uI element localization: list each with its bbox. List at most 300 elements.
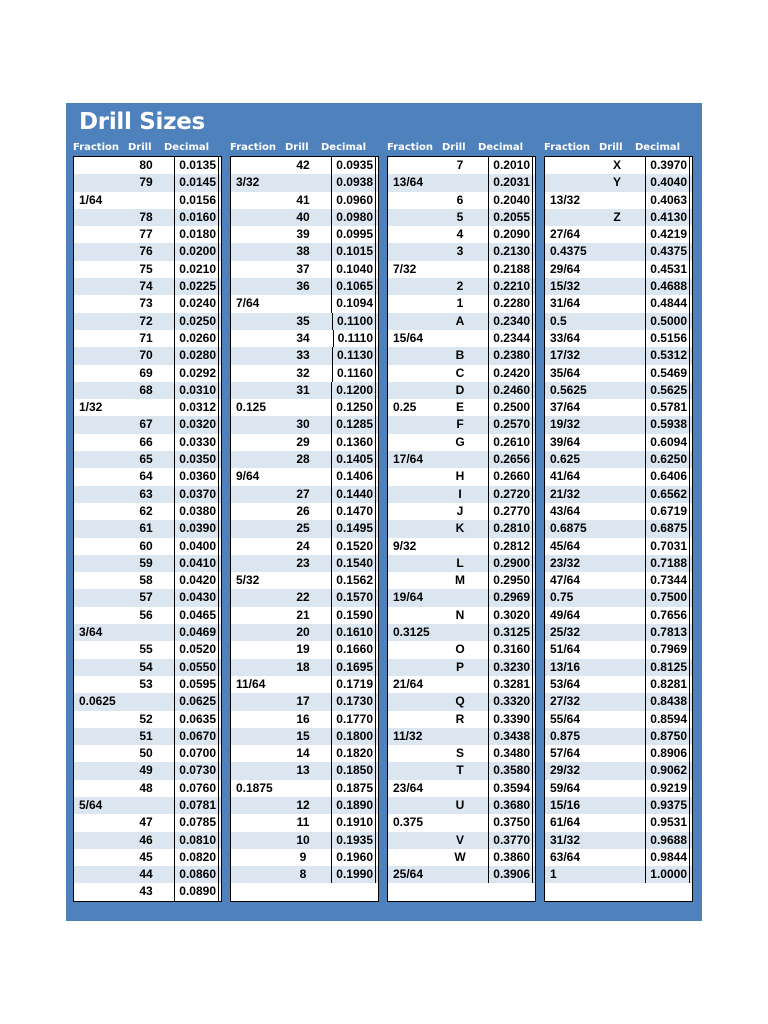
fraction-cell: 31/32	[550, 832, 581, 847]
table-row	[74, 589, 221, 606]
table-row	[545, 226, 692, 243]
decimal-cell: 0.0135	[174, 157, 219, 174]
drill-cell: 47	[139, 815, 153, 830]
decimal-cell: 0.2500	[488, 399, 533, 416]
table-row	[74, 624, 221, 641]
table-row	[545, 382, 692, 399]
table-row	[388, 365, 535, 382]
drill-cell: 43	[139, 884, 153, 899]
fraction-cell: 1/32	[79, 400, 103, 415]
fraction-cell: 25/32	[550, 625, 581, 640]
decimal-cell: 0.1520	[331, 538, 376, 555]
decimal-cell: 0.0240	[174, 295, 219, 312]
fraction-cell: 0.25	[393, 400, 417, 415]
table-row	[388, 780, 535, 797]
table-row	[74, 192, 221, 209]
decimal-cell: 0.1820	[331, 745, 376, 762]
table-row	[231, 832, 378, 849]
table-row	[545, 174, 692, 191]
table-row	[74, 883, 221, 900]
fraction-cell: 19/64	[393, 590, 424, 605]
drill-cell: 19	[296, 642, 310, 657]
decimal-cell: 0.1250	[331, 399, 376, 416]
decimal-cell: 0.0390	[174, 520, 219, 537]
drill-cell: 24	[296, 538, 310, 553]
table-row	[231, 243, 378, 260]
drill-cell: 25	[296, 521, 310, 536]
fraction-cell: 53/64	[550, 676, 581, 691]
decimal-cell: 0.0260	[174, 330, 219, 347]
table-row	[545, 883, 692, 900]
drill-cell: X	[612, 158, 621, 172]
decimal-cell: 0.1590	[331, 607, 376, 624]
decimal-cell: 0.7188	[645, 555, 690, 572]
fraction-cell: 0.0625	[79, 694, 116, 709]
decimal-cell: 0.1100	[332, 313, 376, 330]
fraction-cell: 11/32	[393, 728, 423, 743]
table-row	[545, 313, 692, 330]
decimal-cell: 0.2460	[488, 382, 533, 399]
table-row	[74, 468, 221, 485]
decimal-cell: 0.0995	[331, 226, 376, 243]
drill-cell: 5	[456, 209, 464, 224]
drill-cell: 42	[296, 158, 310, 172]
decimal-cell: 0.2280	[488, 295, 533, 312]
decimal-cell: 0.2040	[488, 192, 533, 209]
table-row	[388, 520, 535, 537]
decimal-cell: 0.0938	[331, 174, 376, 191]
drill-cell: 23	[296, 555, 310, 570]
decimal-cell: 0.0960	[331, 192, 376, 209]
decimal-cell: 0.2950	[488, 572, 533, 589]
table-row	[231, 780, 378, 797]
drill-cell: Z	[613, 209, 621, 224]
drill-cell: 12	[296, 797, 310, 812]
table-row	[231, 416, 378, 433]
table-row	[545, 797, 692, 814]
drill-cell: 71	[139, 330, 153, 345]
fraction-cell: 0.5625	[550, 382, 587, 397]
fraction-cell: 59/64	[550, 780, 581, 795]
decimal-cell: 0.9531	[645, 814, 690, 831]
table-row	[74, 261, 221, 278]
header-drill: Drill	[285, 142, 309, 153]
decimal-cell: 0.0810	[174, 832, 219, 849]
table-row	[545, 641, 692, 658]
decimal-cell: 0.1470	[331, 503, 376, 520]
decimal-cell: 0.1960	[331, 849, 376, 866]
table-row	[231, 883, 378, 900]
decimal-cell: 0.1406	[331, 468, 376, 485]
fraction-cell: 43/64	[550, 503, 581, 518]
table-row	[231, 313, 378, 330]
fraction-cell: 0.625	[550, 452, 581, 467]
decimal-cell: 0.0350	[174, 451, 219, 468]
drill-cell: 54	[139, 659, 153, 674]
drill-cell: 37	[296, 261, 310, 276]
table-row	[231, 589, 378, 606]
table-row	[231, 261, 378, 278]
decimal-cell: 0.2055	[488, 209, 533, 226]
drill-cell: V	[455, 832, 464, 847]
drill-cell: 64	[139, 469, 153, 484]
table-row	[231, 797, 378, 814]
table-row	[388, 209, 535, 226]
decimal-cell: 0.1094	[331, 295, 376, 312]
decimal-cell: 0.0156	[174, 192, 219, 209]
table-row	[231, 866, 378, 883]
decimal-cell: 0.1440	[331, 486, 376, 503]
header-fraction: Fraction	[73, 142, 119, 153]
fraction-cell: 63/64	[550, 849, 581, 864]
drill-cell: 76	[139, 244, 153, 259]
drill-cell: 13	[296, 763, 310, 778]
decimal-cell: 0.7656	[645, 607, 690, 624]
fraction-cell: 0.4375	[550, 244, 587, 259]
decimal-cell: 0.1910	[331, 814, 376, 831]
table-row	[231, 468, 378, 485]
decimal-cell: 0.3125	[488, 624, 533, 641]
table-row	[388, 451, 535, 468]
decimal-cell: 0.1719	[331, 676, 376, 693]
table-row	[74, 157, 221, 174]
drill-cell: 67	[139, 417, 153, 432]
drill-cell: 50	[139, 746, 153, 761]
decimal-cell: 1.0000	[645, 866, 690, 883]
table-row	[74, 676, 221, 693]
decimal-cell: 0.2570	[488, 416, 533, 433]
table-row	[545, 295, 692, 312]
fraction-cell: 0.375	[393, 815, 424, 830]
fraction-cell: 55/64	[550, 711, 581, 726]
decimal-cell: 0.1770	[331, 711, 376, 728]
table-row	[231, 434, 378, 451]
table-row	[545, 555, 692, 572]
table-row	[231, 520, 378, 537]
table-row	[74, 728, 221, 745]
fraction-cell: 11/64	[236, 676, 266, 691]
table-row	[388, 330, 535, 347]
fraction-cell: 1	[550, 867, 557, 882]
decimal-cell: 0.9062	[645, 762, 690, 779]
drill-cell: 22	[296, 590, 310, 605]
table-row	[545, 468, 692, 485]
drill-sizes-sheet	[66, 103, 702, 921]
table-row	[388, 814, 535, 831]
fraction-cell: 33/64	[550, 330, 581, 345]
table-row	[388, 278, 535, 295]
fraction-cell: 17/32	[550, 348, 581, 363]
table-row	[545, 261, 692, 278]
decimal-cell: 0.1935	[331, 832, 376, 849]
header-drill: Drill	[128, 142, 152, 153]
decimal-cell: 0.1660	[331, 641, 376, 658]
decimal-cell: 0.6250	[645, 451, 690, 468]
decimal-cell: 0.0465	[174, 607, 219, 624]
decimal-cell: 0.0320	[174, 416, 219, 433]
table-row	[231, 382, 378, 399]
drill-cell: 34	[296, 330, 310, 345]
table-row	[74, 780, 221, 797]
decimal-cell: 0.5781	[645, 399, 690, 416]
decimal-cell: 0.8906	[645, 745, 690, 762]
fraction-cell: 29/64	[550, 261, 581, 276]
decimal-cell: 0.0730	[174, 762, 219, 779]
table-row	[74, 762, 221, 779]
drill-cell: 3	[456, 244, 464, 259]
drill-cell: 20	[296, 625, 310, 640]
table-row	[388, 382, 535, 399]
decimal-cell: 0.2656	[488, 451, 533, 468]
table-row	[231, 174, 378, 191]
fraction-cell: 7/64	[236, 296, 260, 311]
decimal-cell: 0.4219	[645, 226, 690, 243]
decimal-cell: 0.0430	[174, 589, 219, 606]
drill-cell: 7	[456, 158, 464, 172]
table-row	[388, 624, 535, 641]
fraction-cell: 49/64	[550, 607, 581, 622]
drill-cell: G	[455, 434, 465, 449]
decimal-cell: 0.3970	[645, 157, 690, 174]
decimal-cell: 0.4844	[645, 295, 690, 312]
drill-cell: 48	[139, 780, 153, 795]
table-row	[74, 849, 221, 866]
table-row	[388, 226, 535, 243]
table-row	[74, 434, 221, 451]
drill-cell: N	[455, 607, 465, 622]
table-row	[231, 451, 378, 468]
table-row	[388, 883, 535, 900]
decimal-cell: 0.1990	[331, 866, 376, 883]
drill-cell: O	[455, 642, 465, 657]
decimal-cell: 0.0280	[174, 347, 219, 364]
fraction-cell: 7/32	[393, 261, 417, 276]
drill-cell: 32	[296, 365, 310, 380]
decimal-cell: 0.0360	[174, 468, 219, 485]
fraction-cell: 29/32	[550, 763, 581, 778]
table-row	[231, 849, 378, 866]
drill-cell: 14	[296, 746, 310, 761]
drill-cell: A	[455, 313, 465, 328]
decimal-cell: 0.0420	[174, 572, 219, 589]
decimal-cell: 0.2344	[488, 330, 533, 347]
decimal-cell: 0.6406	[645, 468, 690, 485]
table-row	[545, 780, 692, 797]
drill-cell: 8	[299, 867, 307, 882]
fraction-cell: 21/64	[393, 676, 424, 691]
decimal-cell: 0.0160	[174, 209, 219, 226]
table-row	[545, 849, 692, 866]
decimal-cell: 0.1610	[331, 624, 376, 641]
drill-cell: Y	[612, 175, 621, 190]
table-row	[388, 693, 535, 710]
table-row	[388, 416, 535, 433]
fraction-cell: 0.125	[236, 400, 267, 415]
decimal-cell: 0.2340	[488, 313, 533, 330]
drill-cell: B	[455, 348, 465, 363]
fraction-cell: 23/32	[550, 555, 581, 570]
table-row	[74, 866, 221, 883]
fraction-cell: 1/64	[79, 192, 103, 207]
decimal-cell: 0.8125	[645, 659, 690, 676]
drill-cell: R	[455, 711, 465, 726]
drill-cell: 68	[139, 382, 153, 397]
drill-cell: 62	[139, 503, 153, 518]
table-row	[74, 745, 221, 762]
table-row	[231, 295, 378, 312]
table-row	[74, 503, 221, 520]
drill-cell: F	[456, 417, 464, 432]
drill-cell: 60	[139, 538, 153, 553]
table-header	[73, 140, 222, 156]
decimal-cell: 0.0469	[174, 624, 219, 641]
decimal-cell: 0.3390	[488, 711, 533, 728]
table-row	[231, 745, 378, 762]
table-row	[545, 624, 692, 641]
decimal-cell: 0.1495	[331, 520, 376, 537]
table-row	[74, 416, 221, 433]
table-row	[545, 711, 692, 728]
table-row	[545, 278, 692, 295]
drill-cell: 46	[139, 832, 153, 847]
header-fraction: Fraction	[387, 142, 433, 153]
drill-cell: H	[455, 469, 465, 484]
header-decimal: Decimal	[635, 142, 681, 153]
fraction-cell: 47/64	[550, 573, 581, 588]
page-title: Drill Sizes	[79, 109, 205, 135]
drill-cell: 52	[139, 711, 153, 726]
table-row	[74, 659, 221, 676]
table-row	[231, 226, 378, 243]
decimal-cell: 0.1890	[331, 797, 376, 814]
drill-cell: 29	[296, 434, 310, 449]
table-row	[74, 693, 221, 710]
decimal-cell: 0.8750	[645, 728, 690, 745]
table-row	[74, 226, 221, 243]
table-row	[545, 866, 692, 883]
fraction-cell: 9/32	[393, 538, 417, 553]
table-row	[545, 814, 692, 831]
decimal-cell: 0.2031	[488, 174, 533, 191]
decimal-cell: 0.1570	[331, 589, 376, 606]
table-row	[388, 849, 535, 866]
decimal-cell: 0.0860	[174, 866, 219, 883]
table-row	[388, 243, 535, 260]
decimal-cell: 0.9375	[645, 797, 690, 814]
decimal-cell: 0.1405	[331, 451, 376, 468]
drill-cell: 55	[139, 642, 153, 657]
table-row	[545, 572, 692, 589]
decimal-cell: 0.1015	[331, 243, 376, 260]
drill-cell: 27	[296, 486, 310, 501]
table-row	[545, 157, 692, 174]
decimal-cell: 0.3580	[488, 762, 533, 779]
decimal-cell: 0.4688	[645, 278, 690, 295]
table-row	[388, 641, 535, 658]
table-row	[74, 711, 221, 728]
decimal-cell: 0.2660	[488, 468, 533, 485]
decimal-cell: 0.4130	[645, 209, 690, 226]
table-row	[231, 676, 378, 693]
table-row	[231, 641, 378, 658]
decimal-cell: 0.0292	[174, 365, 219, 382]
drill-cell: L	[456, 555, 464, 570]
table-row	[388, 538, 535, 555]
decimal-cell: 0.4375	[645, 243, 690, 260]
table-row	[231, 330, 378, 347]
table-row	[388, 711, 535, 728]
table-row	[231, 624, 378, 641]
table-row	[74, 330, 221, 347]
drill-cell: 45	[139, 849, 153, 864]
decimal-cell: 0.5000	[645, 313, 690, 330]
decimal-cell: 0.1730	[331, 693, 376, 710]
drill-cell: 44	[139, 867, 153, 882]
table-row	[231, 711, 378, 728]
decimal-cell: 0.8438	[645, 693, 690, 710]
table-row	[231, 347, 378, 364]
fraction-cell: 27/32	[550, 694, 581, 709]
decimal-cell: 0.1695	[331, 659, 376, 676]
table-row	[231, 728, 378, 745]
drill-cell: 75	[139, 261, 153, 276]
table-body	[387, 156, 536, 902]
drill-cell: 56	[139, 607, 153, 622]
table-row	[231, 572, 378, 589]
drill-cell: 49	[139, 763, 153, 778]
drill-cell: 66	[139, 434, 153, 449]
fraction-cell: 15/16	[550, 797, 581, 812]
drill-cell: 17	[296, 694, 310, 709]
decimal-cell: 0.0700	[174, 745, 219, 762]
drill-cell: 38	[296, 244, 310, 259]
decimal-cell: 0.3770	[488, 832, 533, 849]
decimal-cell: 0.2010	[488, 157, 533, 174]
header-decimal: Decimal	[164, 142, 210, 153]
table-row	[388, 762, 535, 779]
decimal-cell: 0.5469	[645, 365, 690, 382]
drill-cell: 70	[139, 348, 153, 363]
decimal-cell: 0.1850	[331, 762, 376, 779]
decimal-cell: 0.0250	[174, 313, 219, 330]
decimal-cell: 0.2130	[488, 243, 533, 260]
decimal-cell: 0.0145	[174, 174, 219, 191]
table-row	[545, 659, 692, 676]
table-row	[388, 676, 535, 693]
drill-cell: 6	[456, 192, 464, 207]
decimal-cell: 0.0312	[174, 399, 219, 416]
table-row	[231, 278, 378, 295]
drill-cell: 39	[296, 227, 310, 242]
table-row	[545, 243, 692, 260]
decimal-cell: 0.7500	[645, 589, 690, 606]
drill-cell: 36	[296, 279, 310, 294]
table-row	[545, 451, 692, 468]
drill-cell: D	[455, 382, 465, 397]
decimal-cell: 0.0625	[174, 693, 219, 710]
fraction-cell: 5/64	[79, 797, 103, 812]
drill-cell: 26	[296, 503, 310, 518]
drill-cell: 9	[299, 849, 307, 864]
drill-cell: 1	[456, 296, 464, 311]
fraction-cell: 31/64	[550, 296, 581, 311]
table-row	[74, 278, 221, 295]
decimal-cell: 0.5312	[645, 347, 690, 364]
table-row	[231, 486, 378, 503]
table-row	[231, 503, 378, 520]
table-row	[388, 572, 535, 589]
table-header	[387, 140, 536, 156]
